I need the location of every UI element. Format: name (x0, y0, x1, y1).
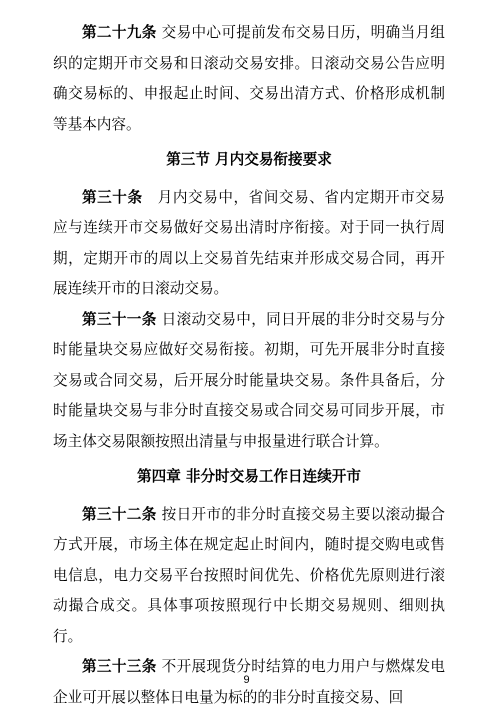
section-heading: 第三节 月内交易衔接要求 (166, 151, 332, 168)
article-label: 第三十条 (82, 188, 143, 206)
article-31 (53, 305, 445, 458)
article-30 (53, 183, 445, 305)
document-page (53, 18, 445, 713)
article-text: 月内交易中，省间交易、省内定期开市交易应与连续开市交易做好交易出清时序衔接。对于同一执行周期，定期开市的周以上交易首先结束并形成交易合同，再开展连续开市的日滚动交易。 (53, 188, 445, 297)
article-label: 第三十一条 (82, 310, 157, 328)
article-text: 日滚动交易中，同日开展的非分时交易与分时能量块交易应做好交易衔接。初期，可先开展非分时直接交易或合同交易，后开展分时能量块交易。条件具备后，分时能量块交易与非分时直接交易或合同交易可同步开展，市场主体交易限额按照出清量与申报量进行联合计算。 (53, 310, 445, 450)
article-text: 按日开市的非分时直接交易主要以滚动撮合方式开展，市场主体在规定起止时间内，随时提交购电或售电信息，电力交易平台按照时间优先、价格优先原则进行滚动撮合成交。具体事项按照现行中长期交易规则、细则执行。 (53, 505, 445, 645)
article-label: 第二十九条 (82, 24, 157, 41)
chapter-heading: 第四章 非分时交易工作日连续开市 (137, 468, 361, 485)
article-29 (53, 18, 445, 140)
article-label: 第三十二条 (82, 505, 157, 523)
article-text: 不开展现货分时结算的电力用户与燃煤发电企业可开展以整体日电量为标的的非分时直接交易、回 (53, 658, 445, 706)
article-32 (53, 500, 445, 653)
article-label: 第三十三条 (82, 658, 157, 675)
article-text: 交易中心可提前发布交易日历，明确当月组织的定期开市交易和日滚动交易安排。日滚动交易公告应明确交易标的、申报起止时间、交易出清方式、价格形成机制等基本内容。 (53, 24, 445, 133)
page-number: 9 (243, 674, 250, 686)
